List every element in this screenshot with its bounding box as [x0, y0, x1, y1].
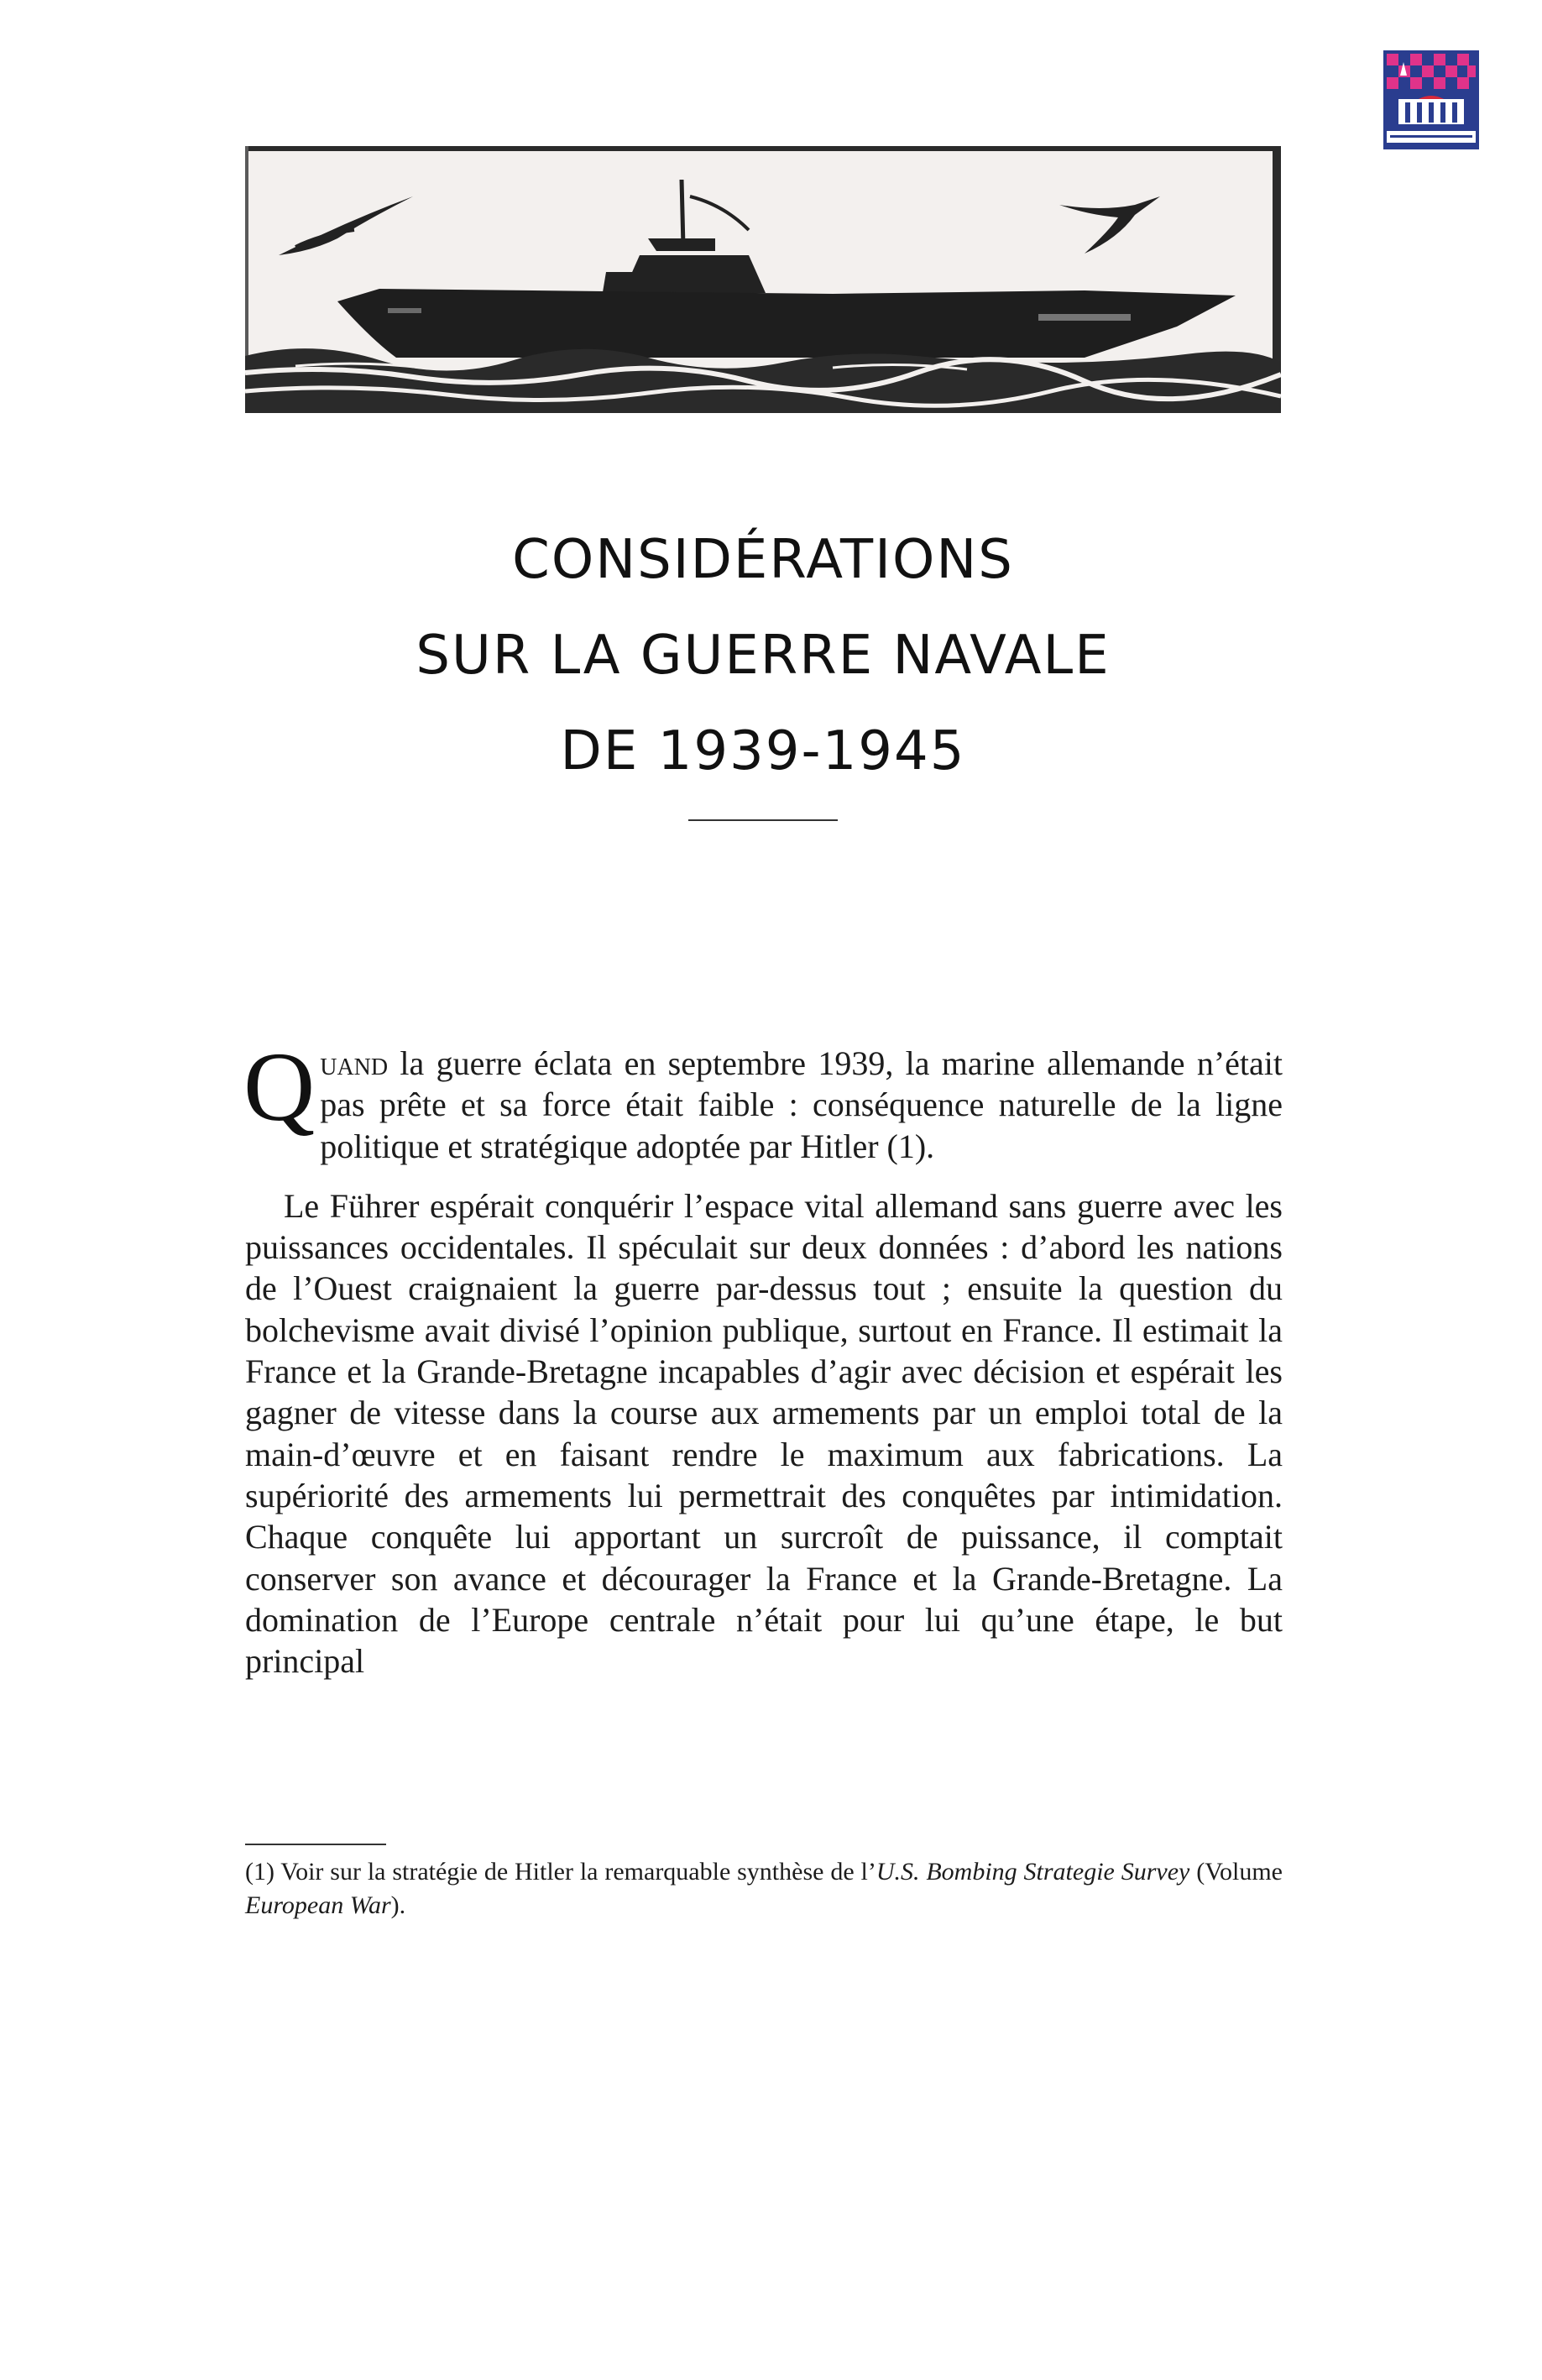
publisher-logo [1383, 50, 1479, 149]
aircraft-carrier-illustration [245, 146, 1281, 413]
paragraph-1-text: la guerre éclata en septembre 1939, la marine allemande n’était pas prête et sa force était faible : conséquence naturelle de la ligne politique et stratégique adoptée par Hitler (1). [320, 1044, 1283, 1165]
footnote-italic-1: U.S. Bombing Strategie Survey [876, 1858, 1190, 1886]
chapter-title [245, 512, 1281, 799]
publisher-logo-icon [1383, 50, 1479, 149]
footnote-italic-2: European War [245, 1891, 391, 1919]
footnote-text-2: (Volume [1189, 1858, 1283, 1886]
opening-smallcaps: uand [320, 1044, 389, 1082]
title-line-3: DE 1939-1945 [560, 720, 966, 782]
footnote-text-1: (1) Voir sur la stratégie de Hitler la remarquable synthèse de l’ [245, 1858, 876, 1886]
aircraft-carrier-silhouette-icon [245, 146, 1281, 413]
body-text [243, 1032, 1283, 1682]
title-line-2: SUR LA GUERRE NAVALE [416, 625, 1111, 687]
drop-cap: Q [243, 1032, 316, 1142]
paragraph-2: Le Führer espérait conquérir l’espace vital allemand sans guerre avec les puissances occidentales. Il spéculait sur deux données : d’abord les nations de l’Ouest craignaient la guerre par-dessus tout ; ensuite la question du bolchevisme avait divisé l’opinion publique, surtout en France. Il estimait la France et la Grande-Bretagne incapables d’agir avec décision et espérait les gagner de vitesse dans la course aux armements par un emploi total de la main-d’œuvre et en faisant rendre le maximum aux fabrications. La supériorité des armements lui permettrait des conquêtes par intimidation. Chaque conquête lui apportant un surcroît de puissance, il comptait conserver son avance et décourager la France et la Grande-Bretagne. La domination de l’Europe centrale n’était pour lui qu’une étape, le but principal [245, 1186, 1283, 1681]
footnote-divider [245, 1844, 386, 1845]
footnote-text-3: ). [390, 1891, 406, 1919]
paragraph-1 [243, 1032, 1283, 1167]
title-divider [688, 819, 838, 821]
footnote [245, 1855, 1283, 1922]
title-line-1: CONSIDÉRATIONS [512, 529, 1014, 591]
